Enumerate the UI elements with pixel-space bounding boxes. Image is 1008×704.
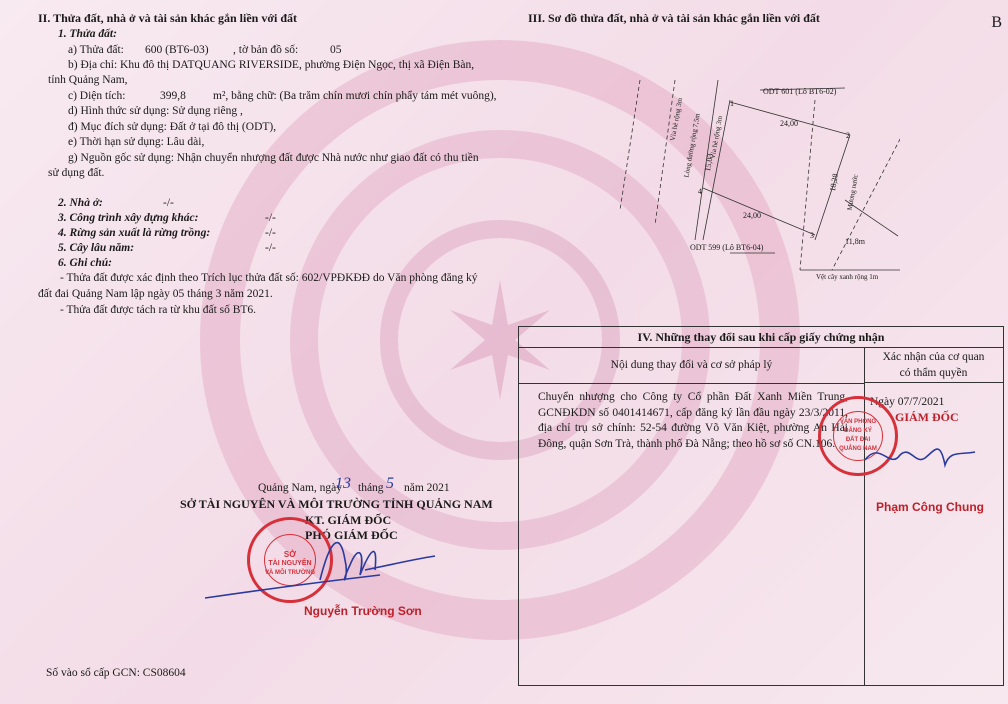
dim-green: 11,8m (845, 237, 865, 246)
dim-left: 15,03 (703, 152, 715, 173)
sign-month: 5 (386, 475, 394, 492)
section4-title: IV. Những thay đổi sau khi cấp giấy chứng nhận (519, 327, 1003, 348)
note-1-cont: đất đai Quảng Nam lập ngày 05 tháng 3 năm 2021. (38, 288, 273, 300)
use-origin-cont: sử dụng đất. (48, 167, 105, 179)
map-sheet-label: , tờ bản đồ số: (233, 44, 299, 56)
use-purpose: đ) Mục đích sử dụng: Đất ở tại đô thị (ODT), (68, 121, 277, 133)
sign-date-prefix: Quảng Nam, ngày (258, 482, 342, 494)
signer-role2: PHÓ GIÁM ĐỐC (305, 528, 398, 542)
construction-value: -/- (265, 212, 276, 224)
use-origin: g) Nguồn gốc sử dụng: Nhận chuyển nhượng đất được Nhà nước như giao đất có thu tiền (68, 152, 479, 164)
area-words: m², bằng chữ: (Ba trăm chín mươi chín phẩy tám mét vuông), (213, 90, 497, 102)
area-value: 399,8 (160, 90, 186, 102)
water-channel: Mương nước (845, 173, 860, 212)
registry-number: Số vào sổ cấp GCN: CS08604 (46, 667, 186, 679)
point-4: 4 (698, 187, 702, 196)
point-1: 1 (730, 99, 734, 108)
dim-right: 18,28 (828, 172, 840, 193)
green-strip: Vệt cây xanh rộng 1m (816, 273, 879, 281)
map-sheet-number: 05 (330, 44, 342, 56)
road-sidewalk-2: Vỉa hè rộng 3m (708, 115, 725, 160)
signature-scribble (200, 520, 440, 610)
land-heading: 1. Thửa đất: (58, 28, 117, 40)
dim-bottom: 24,00 (743, 211, 761, 220)
forest-label: 4. Rừng sản xuất là rừng trồng: (58, 227, 211, 239)
section3-title: III. Sơ đồ thửa đất, nhà ở và tài sản khác gắn liền với đất (528, 11, 820, 25)
perennial-value: -/- (265, 242, 276, 254)
confirm-signer: Phạm Công Chung (876, 500, 984, 514)
parcel-number: 600 (BT6-03) (145, 44, 209, 56)
address-line1: b) Địa chỉ: Khu đô thị DATQUANG RIVERSIDE, phường Điện Ngọc, thị xã Điện Bàn, (68, 59, 475, 71)
use-form: d) Hình thức sử dụng: Sử dụng riêng , (68, 105, 243, 117)
confirm-col-header-line2: có thẩm quyền (899, 367, 968, 379)
sign-month-label: tháng (358, 482, 384, 494)
house-value: -/- (163, 197, 174, 209)
notes-label: 6. Ghi chú: (58, 257, 112, 269)
signer-name: Nguyễn Trường Sơn (304, 604, 422, 618)
confirm-role: GIÁM ĐỐC (895, 410, 959, 424)
confirm-col-header-line1: Xác nhận của cơ quan (882, 351, 985, 363)
sign-day: 13 (335, 475, 351, 492)
agency-stamp: SỞ TÀI NGUYÊN VÀ MÔI TRƯỜNG (247, 517, 333, 603)
point-3: 3 (810, 231, 814, 240)
change-content: Chuyển nhượng cho Công ty Cổ phần Đất Xanh Miền Trung, GCNĐKDN số 0401414671, cấp đăng ký lần đầu ngày 23/3/2011, địa chỉ trụ sở chính: 52-54 đường Võ Văn Kiệt, phường An Hải Đông, quận Sơn Trà, thành phố Đà Nẵng; theo hồ sơ số CN.106. (538, 391, 848, 450)
signer-role1: KT. GIÁM ĐỐC (305, 513, 392, 527)
point-2: 2 (846, 131, 850, 140)
changes-col-header: Nội dung thay đổi và cơ sở pháp lý (519, 347, 865, 384)
section2-title: II. Thửa đất, nhà ở và tài sản khác gắn liền với đất (38, 11, 298, 25)
odt-601-label: ODT 601 (Lô BT6-02) (763, 87, 837, 96)
corner-mark: B (991, 14, 1002, 31)
parcel-label: a) Thửa đất: (68, 44, 124, 56)
area-label: c) Diện tích: (68, 90, 126, 102)
confirm-col-header (864, 347, 1003, 383)
use-term: e) Thời hạn sử dụng: Lâu dài, (68, 136, 205, 148)
signature-scribble-2 (860, 430, 980, 480)
note-1: - Thửa đất được xác định theo Trích lục thửa đất số: 602/VPĐKĐĐ do Văn phòng đăng ký (60, 272, 478, 284)
forest-value: -/- (265, 227, 276, 239)
construction-label: 3. Công trình xây dựng khác: (58, 212, 199, 224)
sign-year: năm 2021 (404, 482, 450, 494)
road-sidewalk-1: Vỉa hè rộng 3m (668, 97, 685, 142)
odt-599-label: ODT 599 (Lô BT6-04) (690, 243, 764, 252)
address-line2: tỉnh Quảng Nam, (48, 74, 128, 86)
note-2: - Thửa đất được tách ra từ khu đất số BT6. (60, 304, 257, 316)
registration-stamp: VĂN PHÒNG ĐĂNG KÝ ĐẤT ĐAI QUẢNG NAM (818, 396, 898, 476)
road-lane: Lòng đường rộng 7,5m (682, 112, 702, 179)
confirm-date: Ngày 07/7/2021 (870, 396, 945, 408)
issuing-agency: SỞ TÀI NGUYÊN VÀ MÔI TRƯỜNG TỈNH QUẢNG NAM (180, 497, 493, 511)
house-label: 2. Nhà ở: (58, 197, 103, 209)
perennial-label: 5. Cây lâu năm: (58, 242, 135, 254)
dim-top: 24,00 (780, 119, 798, 128)
